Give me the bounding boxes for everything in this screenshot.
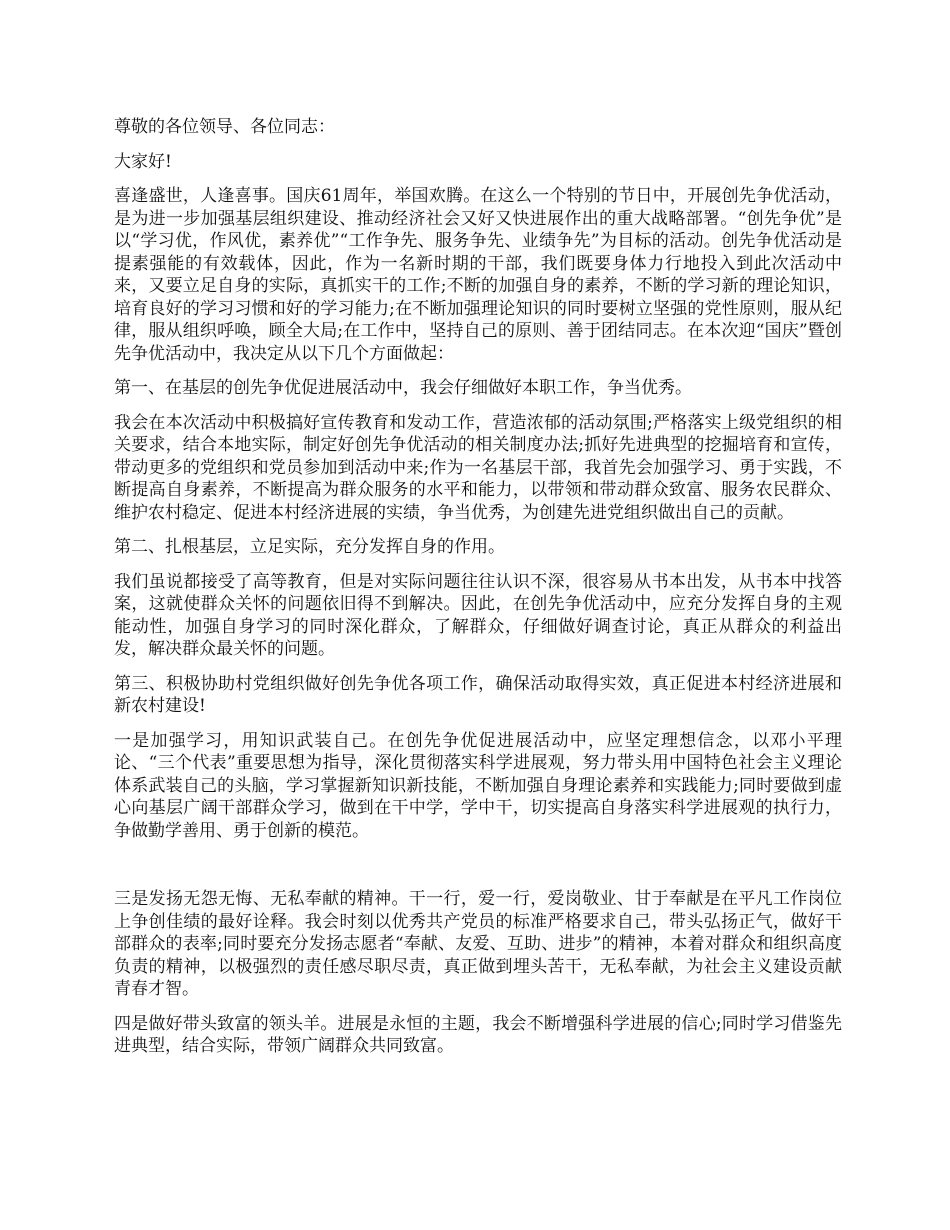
paragraph-intro: 喜逢盛世，人逢喜事。国庆61周年，举国欢腾。在这么一个特别的节日中，开展创先争优活动，是为进一步加强基层组织建设、推动经济社会又好又快进展作出的重大战略部署。“创先争优”是以“学习优，作风优，素养优”“工作争先、服务争先、业绩争先”为目标的活动。创先争优活动是提素强能的有效载体，因此，作为一名新时期的干部，我们既要身体力行地投入到此次活动中来，又要立足自身的实际，真抓实干的工作;不断的加强自身的素养，不断的学习新的理论知识，培育良好的学习习惯和好的学习能力;在不断加强理论知识的同时要树立坚强的党性原则，服从纪律，服从组织呼唤，顾全大局;在工作中，坚持自己的原则、善于团结同志。在本次迎“国庆”暨创先争优活动中，我决定从以下几个方面做起： bbox=[114, 186, 842, 364]
paragraph-point-three-heading: 第三、积极协助村党组织做好创先争优各项工作，确保活动取得实效，真正促进本村经济进展和新农村建设! bbox=[114, 673, 842, 716]
paragraph-point-one-body: 我会在本次活动中积极搞好宣传教育和发动工作，营造浓郁的活动氛围;严格落实上级党组织的相关要求，结合本地实际，制定好创先争优活动的相关制度办法;抓好先进典型的挖掘培育和宣传，带动更多的党组织和党员参加到活动中来;作为一名基层干部，我首先会加强学习、勇于实践，不断提高自身素养，不断提高为群众服务的水平和能力，以带领和带动群众致富、服务农民群众、维护农村稳定、促进本村经济进展的实绩，争当优秀，为创建先进党组织做出自己的贡献。 bbox=[114, 412, 842, 523]
document-body bbox=[114, 116, 842, 1070]
paragraph-item-three: 三是发扬无怨无悔、无私奉献的精神。干一行，爱一行，爱岗敬业、甘于奉献是在平凡工作岗位上争创佳绩的最好诠释。我会时刻以优秀共产党员的标准严格要求自己，带头弘扬正气，做好干部群众的表率;同时要充分发扬志愿者“奉献、友爱、互助、进步”的精神，本着对群众和组织高度负责的精神，以极强烈的责任感尽职尽责，真正做到埋头苦干，无私奉献，为社会主义建设贡献青春才智。 bbox=[114, 889, 842, 999]
greeting: 大家好! bbox=[114, 151, 172, 172]
blank-gap bbox=[114, 854, 842, 888]
paragraph-point-one-heading: 第一、在基层的创先争优促进展活动中，我会仔细做好本职工作，争当优秀。 bbox=[114, 378, 692, 398]
paragraph-point-two-heading: 第二、扎根基层，立足实际，充分发挥自身的作用。 bbox=[114, 537, 505, 557]
paragraph-item-one: 一是加强学习，用知识武装自己。在创先争优促进展活动中，应坚定理想信念，以邓小平理论、“三个代表”重要思想为指导，深化贯彻落实科学进展观，努力带头用中国特色社会主义理论体系武装自己的头脑，学习掌握新知识新技能，不断加强自身理论素养和实践能力;同时要做到虚心向基层广阔干部群众学习，做到在干中学，学中干，切实提高自身落实科学进展观的执行力，争做勤学善用、勇于创新的模范。 bbox=[114, 730, 842, 841]
paragraph-point-two-body: 我们虽说都接受了高等教育，但是对实际问题往往认识不深，很容易从书本出发，从书本中找答案，这就使群众关怀的问题依旧得不到解决。因此，在创先争优活动中，应充分发挥自身的主观能动性，加强自身学习的同时深化群众，了解群众，仔细做好调查讨论，真正从群众的利益出发，解决群众最关怀的问题。 bbox=[114, 571, 842, 659]
salutation: 尊敬的各位领导、各位同志： bbox=[114, 117, 335, 137]
paragraph-item-four: 四是做好带头致富的领头羊。进展是永恒的主题，我会不断增强科学进展的信心;同时学习借鉴先进典型，结合实际，带领广阔群众共同致富。 bbox=[114, 1013, 842, 1056]
